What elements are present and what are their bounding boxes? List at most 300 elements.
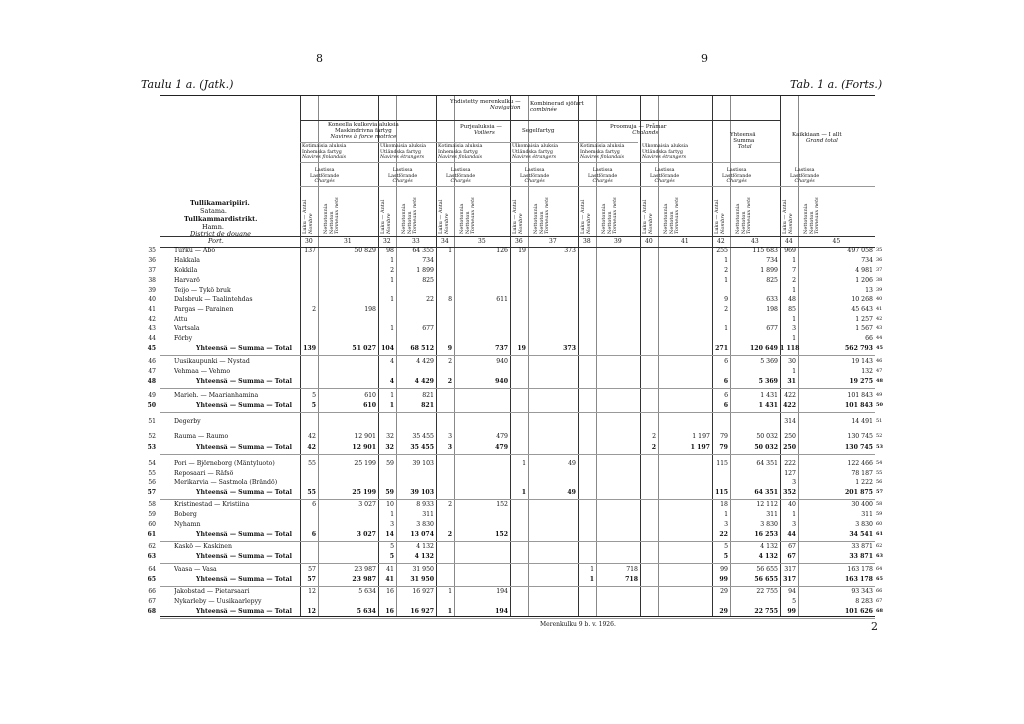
ton-label-sv: Nettoton <box>328 211 335 234</box>
cell-value: 55 <box>307 489 316 496</box>
cell-value: 2 <box>651 444 656 451</box>
cell-value: 57 <box>307 576 316 583</box>
cell-value: 152 <box>495 531 508 538</box>
port-name: Marieh. — Maarianhamina <box>174 392 259 399</box>
ton-label-sv: Nettoton <box>406 211 413 234</box>
ton-label-sv: Nettoton <box>808 211 815 234</box>
row-number: 44 <box>148 335 156 342</box>
ferries-header <box>610 124 666 136</box>
port-name: Harvarö <box>174 277 200 284</box>
row-number-right: 52 <box>876 433 883 439</box>
count-label-fr: Nombre <box>517 213 524 234</box>
cell-value: 12 <box>308 588 316 595</box>
count-label-fr: Nombre <box>787 213 794 234</box>
cell-value: 14 <box>385 531 394 538</box>
combined2-label: Kombinerad sjöfart <box>530 101 584 107</box>
cell-value: 422 <box>783 402 796 409</box>
cell-value: 163 178 <box>845 576 873 583</box>
cell-value: 4 <box>390 358 394 365</box>
cell-value: 1 <box>448 247 452 254</box>
cell-value: 137 <box>304 247 316 254</box>
cell-value: 311 <box>861 511 873 518</box>
cell-value: 50 032 <box>756 433 778 440</box>
dom-label: Kotimaisia aluksia <box>302 144 347 149</box>
cell-value: 32 <box>386 433 394 440</box>
total-rule <box>160 412 875 413</box>
cargo-label <box>790 168 819 185</box>
cell-value: 3 <box>447 444 452 451</box>
cell-value: 250 <box>783 444 796 451</box>
cell-value: 373 <box>564 247 576 254</box>
row-number: 43 <box>148 325 156 332</box>
table-row <box>148 566 883 576</box>
cell-value: 734 <box>861 257 873 264</box>
cell-value: 3 830 <box>416 521 434 528</box>
cell-value: 19 <box>518 247 526 254</box>
cell-value: 64 351 <box>754 489 778 496</box>
cell-value: 1 197 <box>690 444 710 451</box>
combined-label-fr: Navigation <box>490 105 521 111</box>
table-row <box>147 378 883 388</box>
row-number: 59 <box>148 511 156 518</box>
cell-value: 13 074 <box>410 531 434 538</box>
total-rule <box>160 586 875 587</box>
cell-value: 10 <box>386 501 394 508</box>
port-name: Teijo — Tykö bruk <box>174 287 231 294</box>
table-row <box>148 501 883 511</box>
cell-value: 250 <box>784 433 796 440</box>
cargo-fi: Lastissa <box>524 168 545 173</box>
table-row <box>147 345 883 355</box>
cell-value: 122 466 <box>847 460 873 467</box>
row-number: 58 <box>148 501 156 508</box>
cargo-sv: Lastförande <box>520 173 550 179</box>
district-fi: Tullikamaripiiri. <box>190 199 250 207</box>
cell-value: 101 626 <box>845 608 873 615</box>
cell-value: 99 <box>720 566 728 573</box>
for-label-sv: Utländska fartyg <box>512 149 553 155</box>
ton-label: Nettotonnia <box>459 203 465 234</box>
cell-value: 1 <box>390 257 394 264</box>
port-name: Yhteensä — Summa — Total <box>196 608 292 615</box>
cell-value: 1 257 <box>855 316 873 323</box>
port-name: Vaasa — Vasa <box>174 566 217 573</box>
cell-value: 29 <box>719 608 728 615</box>
count-col-header <box>381 200 392 234</box>
cell-value: 1 <box>792 287 796 294</box>
cell-value: 1 431 <box>758 402 778 409</box>
shipping-table <box>147 95 883 628</box>
total-rule <box>160 618 875 619</box>
count-label: Luku — Antal <box>782 199 788 234</box>
grand-label: Kaikkiaan — I allt <box>792 132 842 138</box>
cell-value: 64 351 <box>756 460 778 467</box>
row-number: 63 <box>147 553 156 560</box>
count-label-fr: Nombre <box>443 213 450 234</box>
sub-dom-1 <box>302 144 346 161</box>
cargo-fr: Chargés <box>726 179 747 184</box>
cell-value: 314 <box>784 418 796 425</box>
cell-value: 1 <box>447 608 452 615</box>
port-fi: Satama. <box>200 207 227 215</box>
port-name: Yhteensä — Summa — Total <box>196 345 292 352</box>
cargo-fi: Lastissa <box>392 168 413 173</box>
count-col-header <box>513 200 524 234</box>
combined2-label-fr: combinée <box>530 107 557 113</box>
cell-value: 5 369 <box>758 378 778 385</box>
cell-value: 317 <box>784 566 796 573</box>
cell-value: 198 <box>364 306 376 313</box>
table-row <box>147 444 883 454</box>
cell-value: 610 <box>364 392 376 399</box>
total-label-fr: Total <box>737 144 752 150</box>
row-number-right: 54 <box>876 460 883 466</box>
cell-value: 3 <box>390 521 394 528</box>
cell-value: 16 <box>385 608 394 615</box>
cell-value: 152 <box>496 501 508 508</box>
cell-value: 633 <box>766 296 778 303</box>
ton-label-sv: Nettoton <box>606 211 613 234</box>
cell-value: 2 <box>724 267 728 274</box>
row-number: 35 <box>148 247 156 254</box>
cell-value: 34 541 <box>849 531 873 538</box>
cell-value: 1 <box>590 566 594 573</box>
row-number: 55 <box>148 470 156 477</box>
cell-value: 99 <box>719 576 728 583</box>
cell-value: 40 <box>788 501 796 508</box>
for-label-fr: Navires étrangers <box>380 155 425 160</box>
dom-label-fr: Navires finlandais <box>438 155 483 160</box>
table-row <box>148 325 883 335</box>
cell-value: 4 <box>389 378 394 385</box>
footer-note: Merenkulku 9 b. v. 1926. <box>540 621 616 628</box>
cell-value: 94 <box>788 588 796 595</box>
row-number: 50 <box>147 402 156 409</box>
tonnage-col-header <box>534 197 551 234</box>
page-title-left: Taulu 1 a. (Jatk.) <box>141 78 234 91</box>
cell-value: 22 <box>426 296 434 303</box>
cell-value: 373 <box>563 345 576 352</box>
cell-value: 56 655 <box>754 576 778 583</box>
column-number: 39 <box>614 238 622 245</box>
cell-value: 16 <box>386 588 394 595</box>
ton-label-fr: Tonneaux nets <box>412 197 418 234</box>
cell-value: 68 512 <box>410 345 434 352</box>
cell-value: 55 <box>308 460 316 467</box>
total-label: Yhteensä <box>730 132 756 138</box>
cell-value: 93 343 <box>851 588 873 595</box>
cell-value: 3 027 <box>358 501 376 508</box>
for-label-fr: Navires étrangers <box>512 155 557 160</box>
for-label-sv: Utländska fartyg <box>642 149 683 155</box>
row-number: 48 <box>147 378 156 385</box>
cell-value: 16 253 <box>754 531 778 538</box>
dom-label-sv: Inhemska fartyg <box>302 149 342 155</box>
cell-value: 1 <box>792 335 796 342</box>
cell-value: 78 187 <box>851 470 873 477</box>
row-number: 45 <box>147 345 156 352</box>
port-name: Vehmaa — Vehmo <box>174 368 231 375</box>
port-name: Yhteensä — Summa — Total <box>196 402 292 409</box>
cell-value: 194 <box>495 608 508 615</box>
cell-value: 33 871 <box>849 553 873 560</box>
row-number: 51 <box>148 418 156 425</box>
cell-value: 32 <box>385 444 394 451</box>
cell-value: 4 132 <box>758 553 778 560</box>
cell-value: 271 <box>715 345 728 352</box>
cell-value: 940 <box>496 358 508 365</box>
port-name: Förby <box>174 335 193 342</box>
row-number: 46 <box>148 358 156 365</box>
cell-value: 3 <box>792 521 796 528</box>
row-number: 65 <box>147 576 156 583</box>
row-number-right: 38 <box>876 277 883 283</box>
cell-value: 4 981 <box>855 267 873 274</box>
cell-value: 311 <box>422 511 434 518</box>
grand-header <box>792 132 842 144</box>
cell-value: 19 275 <box>849 378 873 385</box>
cargo-sv: Lastförande <box>790 173 820 179</box>
for-label-sv: Utländska fartyg <box>380 149 421 155</box>
total-rule <box>160 454 875 455</box>
ton-label: Nettotonnia <box>663 203 669 234</box>
row-number-right: 65 <box>876 576 883 582</box>
port-name: Pori — Björneborg (Mäntyluoto) <box>174 460 275 467</box>
port-name: Dalsbruk — Taalintehdas <box>174 296 253 303</box>
cell-value: 1 <box>448 588 452 595</box>
cell-value: 7 <box>792 267 796 274</box>
row-number-right: 39 <box>876 287 883 293</box>
cell-value: 25 199 <box>354 460 376 467</box>
cargo-fr: Chargés <box>654 179 675 184</box>
cell-value: 1 <box>792 316 796 323</box>
cargo-sv: Lastförande <box>722 173 752 179</box>
cargo-fr: Chargés <box>794 179 815 184</box>
cell-value: 19 143 <box>851 358 873 365</box>
row-number: 54 <box>148 460 156 467</box>
dom-label-sv: Inhemska fartyg <box>580 149 620 155</box>
page-number-right: 9 <box>701 52 708 65</box>
cell-value: 5 369 <box>760 358 778 365</box>
table-row <box>147 608 883 618</box>
cell-value: 6 <box>311 531 316 538</box>
cell-value: 8 <box>448 296 452 303</box>
cell-value: 16 927 <box>412 588 434 595</box>
combined2-header <box>530 101 584 113</box>
port-name: Turku — Åbo <box>174 247 216 254</box>
row-number-right: 60 <box>876 521 883 527</box>
row-number: 56 <box>148 479 156 486</box>
sub-for-1 <box>380 144 426 161</box>
cell-value: 718 <box>625 576 638 583</box>
cell-value: 104 <box>381 345 394 352</box>
row-number: 39 <box>148 287 156 294</box>
port-name: Uusikaupunki — Nystad <box>174 358 250 365</box>
cell-value: 85 <box>788 306 796 313</box>
row-number-right: 63 <box>876 553 883 559</box>
row-number-right: 68 <box>876 608 883 614</box>
count-col-header <box>439 200 450 234</box>
cell-value: 5 634 <box>356 608 376 615</box>
tonnage-col-header <box>402 197 419 234</box>
cargo-fr: Chargés <box>450 179 471 184</box>
table-row <box>148 511 883 521</box>
dom-label: Kotimaisia aluksia <box>580 144 625 149</box>
cell-value: 1 <box>389 402 394 409</box>
row-number: 49 <box>148 392 156 399</box>
cell-value: 201 875 <box>845 489 873 496</box>
cell-value: 10 268 <box>851 296 873 303</box>
cell-value: 12 <box>307 608 316 615</box>
sailing-header: Segelfartyg <box>522 128 555 134</box>
row-number-right: 61 <box>876 531 883 537</box>
cell-value: 115 683 <box>752 247 778 254</box>
combined-label: Yhdistetty merenkulku — <box>450 99 521 105</box>
cell-value: 127 <box>784 470 796 477</box>
row-number-right: 66 <box>876 588 883 594</box>
ton-label-fr: Tonneaux nets <box>674 197 680 234</box>
port-name: Hakkala <box>174 257 200 264</box>
cell-value: 2 <box>792 277 796 284</box>
count-label: Luku — Antal <box>580 199 586 234</box>
cell-value: 4 429 <box>416 358 434 365</box>
cell-value: 2 <box>390 267 394 274</box>
cell-value: 163 178 <box>847 566 873 573</box>
cell-value: 49 <box>567 489 576 496</box>
cell-value: 5 <box>389 553 394 560</box>
cargo-fi: Lastissa <box>726 168 747 173</box>
ton-label-fr: Tonneaux nets <box>470 197 476 234</box>
for-label-fr: Navires étrangers <box>642 155 687 160</box>
cell-value: 48 <box>788 296 796 303</box>
steam-label-sv: Maskindrivna fartyg <box>335 128 392 134</box>
cell-value: 825 <box>422 277 434 284</box>
cargo-label <box>650 168 679 185</box>
cell-value: 9 <box>447 345 452 352</box>
row-number: 37 <box>148 267 156 274</box>
cell-value: 1 <box>724 257 728 264</box>
ton-label: Nettotonnia <box>533 203 539 234</box>
port-name: Yhteensä — Summa — Total <box>196 531 292 538</box>
cell-value: 2 <box>448 358 452 365</box>
count-label: Luku — Antal <box>714 199 720 234</box>
cell-value: 130 745 <box>847 433 873 440</box>
cell-value: 59 <box>385 489 394 496</box>
cell-value: 16 927 <box>410 608 434 615</box>
row-number: 42 <box>148 316 156 323</box>
cell-value: 969 <box>784 247 796 254</box>
row-number-right: 40 <box>876 296 883 302</box>
column-number: 32 <box>383 238 391 245</box>
cell-value: 3 830 <box>855 521 873 528</box>
page-number-left: 8 <box>316 52 323 65</box>
cell-value: 311 <box>766 511 778 518</box>
cell-value: 67 <box>788 543 796 550</box>
port-name: Pargas — Parainen <box>174 306 234 313</box>
combined-header <box>450 99 521 111</box>
for-label: Ulkomaisia aluksia <box>380 144 426 149</box>
cell-value: 352 <box>783 489 796 496</box>
cell-value: 29 <box>720 588 728 595</box>
cell-value: 23 987 <box>352 576 376 583</box>
cell-value: 2 <box>447 378 452 385</box>
cell-value: 1 <box>521 489 526 496</box>
cell-value: 50 829 <box>354 247 376 254</box>
table-row <box>147 553 883 563</box>
cell-value: 42 <box>308 433 316 440</box>
row-number-right: 57 <box>876 489 883 495</box>
count-col-header <box>303 200 314 234</box>
corner-number: 2 <box>871 620 878 633</box>
header-rule <box>300 186 875 187</box>
cargo-fr: Chargés <box>592 179 613 184</box>
cell-value: 1 222 <box>855 479 873 486</box>
cargo-fr: Chargés <box>392 179 413 184</box>
cargo-sv: Lastförande <box>446 173 476 179</box>
cell-value: 5 <box>724 543 728 550</box>
port-name: Boberg <box>174 511 197 518</box>
cell-value: 1 <box>390 277 394 284</box>
count-label-fr: Nombre <box>307 213 314 234</box>
cell-value: 317 <box>783 576 796 583</box>
cell-value: 4 132 <box>416 543 434 550</box>
cargo-fr: Chargés <box>314 179 335 184</box>
row-number: 38 <box>148 277 156 284</box>
cell-value: 9 <box>724 296 728 303</box>
column-number: 37 <box>549 238 557 245</box>
page-title-right: Tab. 1 a. (Forts.) <box>790 78 883 91</box>
row-number-right: 59 <box>876 511 883 517</box>
column-number: 44 <box>785 238 793 245</box>
cell-value: 101 843 <box>845 402 873 409</box>
cell-value: 56 655 <box>756 566 778 573</box>
row-number-right: 48 <box>876 378 883 384</box>
cell-value: 12 901 <box>352 444 376 451</box>
cell-value: 255 <box>716 247 728 254</box>
port-name: Yhteensä — Summa — Total <box>196 378 292 385</box>
cell-value: 41 <box>385 576 394 583</box>
total-rule <box>160 355 875 356</box>
row-number-right: 37 <box>876 267 883 273</box>
cell-value: 3 <box>448 433 452 440</box>
cell-value: 479 <box>496 433 508 440</box>
cargo-label <box>310 168 339 185</box>
cell-value: 31 950 <box>410 576 434 583</box>
cell-value: 737 <box>495 345 508 352</box>
port-name: Rauma — Raumo <box>174 433 229 440</box>
row-number-right: 43 <box>876 325 883 331</box>
cell-value: 198 <box>766 306 778 313</box>
for-label: Ulkomaisia aluksia <box>642 144 688 149</box>
tonnage-col-header <box>664 197 681 234</box>
port-name: Yhteensä — Summa — Total <box>196 553 292 560</box>
cell-value: 479 <box>495 444 508 451</box>
cell-value: 44 <box>787 531 796 538</box>
row-number: 64 <box>148 566 156 573</box>
row-number-right: 56 <box>876 479 883 485</box>
row-number-right: 36 <box>876 257 883 263</box>
tonnage-col-header <box>804 197 821 234</box>
cell-value: 41 <box>386 566 394 573</box>
cell-value: 1 <box>390 511 394 518</box>
cell-value: 1 <box>390 296 394 303</box>
count-label-fr: Nombre <box>719 213 726 234</box>
table-row <box>148 460 883 470</box>
row-number-right: 42 <box>876 316 883 322</box>
cell-value: 8 283 <box>855 598 873 605</box>
row-number-right: 51 <box>876 418 883 424</box>
cell-value: 139 <box>303 345 316 352</box>
